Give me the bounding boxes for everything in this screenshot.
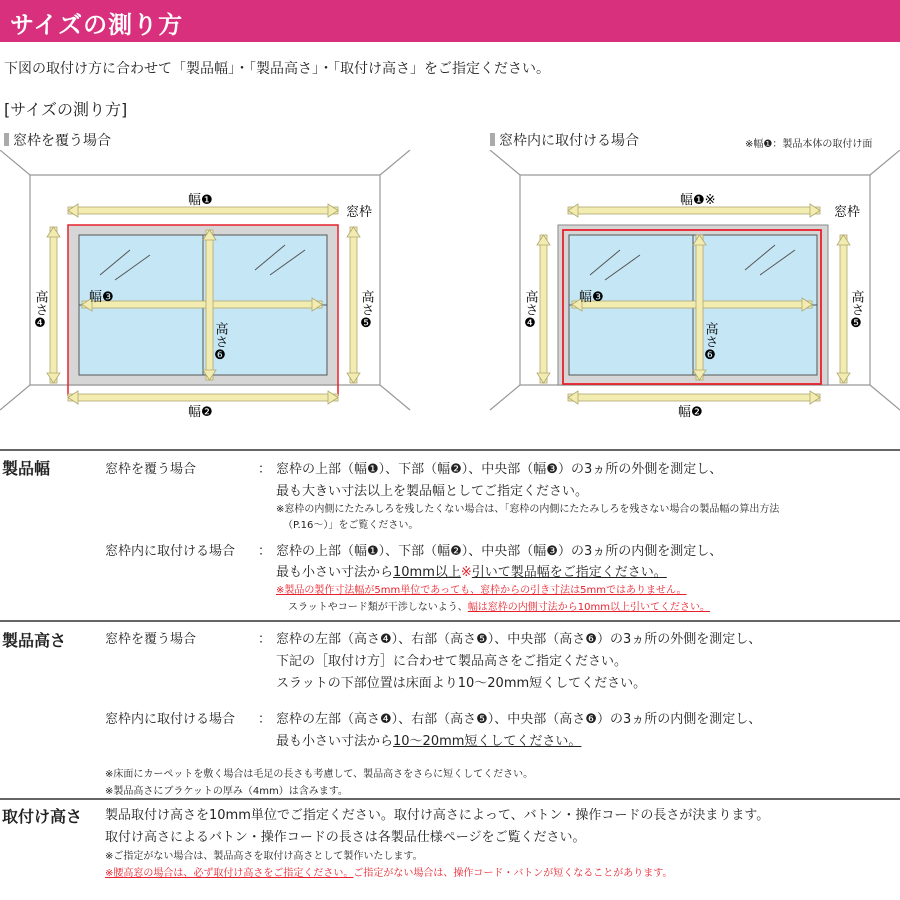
pw-inside-line1: 窓枠の上部（幅❶）、下部（幅❷）、中央部（幅❸）の3ヵ所の内側を測定し、	[276, 544, 723, 559]
page-header	[0, 0, 900, 42]
right-diagram-title: 窓枠内に取付ける場合	[490, 130, 639, 150]
mh-line2: 取付け高さによるバトン・操作コードの長さは各製品仕様ページをご覧ください。	[105, 830, 586, 845]
right-height-right-label: 高さ❺	[848, 290, 864, 331]
mh-line1: 製品取付け高さを10mm単位でご指定ください。取付け高さによって、バトン・操作コードの長さが決まります。	[105, 808, 770, 823]
pw-cover-note1: ※窓枠の内側にたたみしろを残したくない場合は、「窓枠の内側にたたみしろを残さない場合の製品幅の算出方法	[276, 504, 780, 515]
pw-cover-line2: 最も大きい寸法以上を製品幅としてご指定ください。	[276, 484, 589, 499]
right-height-center-label: 高さ❻	[702, 322, 718, 363]
pw-cover-note2: （P.16～）」をご覧ください。	[283, 520, 419, 531]
ph-note2: ※製品高さにブラケットの厚み（4mm）は含みます。	[105, 786, 348, 797]
ph-cover-colon: ：	[258, 632, 272, 647]
intro-text: 下図の取付け方に合わせて「製品幅」・「製品高さ」・「取付け高さ」をご指定ください。	[4, 61, 550, 77]
divider	[0, 798, 900, 800]
left-diagram-title: 窓枠を覆う場合	[4, 130, 111, 150]
left-height-center-label: 高さ❻	[212, 322, 228, 363]
ph-inside-colon: ：	[258, 712, 272, 727]
divider	[0, 620, 900, 622]
left-frame-label: 窓枠	[346, 205, 373, 220]
mh-note2: ※腰高窓の場合は、必ず取付け高さをご指定ください。ご指定がない場合は、操作コード・バトンが短くなることがあります。	[105, 868, 673, 879]
ph-note1: ※床面にカーペットを敷く場合は毛足の長さも考慮して、製品高さをさらに短くしてください。	[105, 769, 534, 780]
left-width-top-label: 幅❶	[188, 193, 213, 208]
ph-inside-line1: 窓枠の左部（高さ❹）、右部（高さ❺）、中央部（高さ❻）の3ヵ所の内側を測定し、	[276, 712, 762, 727]
pw-cover-colon: ：	[258, 462, 272, 477]
pw-inside-line2: 最も小さい寸法から10mm以上※引いて製品幅をご指定ください。	[276, 565, 667, 580]
page-title: サイズの測り方	[10, 11, 184, 39]
right-width-top-label: 幅❶※	[680, 193, 716, 208]
mount-height-label: 取付け高さ	[2, 807, 83, 826]
pw-inside-note1: ※製品の製作寸法幅が5mm単位であっても、窓枠からの引き寸法は5mmではありません。	[276, 585, 687, 596]
left-width-mid-label: 幅❸	[89, 290, 114, 305]
title-bar-icon	[4, 133, 9, 146]
divider	[0, 449, 900, 451]
right-width-mid-label: 幅❸	[579, 290, 604, 305]
ph-inside-case: 窓枠内に取付ける場合	[105, 712, 236, 727]
right-diagram	[490, 150, 900, 420]
right-width-bottom-label: 幅❷	[678, 405, 703, 420]
mh-note1: ※ご指定がない場合は、製品高さを取付け高さとして製作いたします。	[105, 851, 423, 862]
title-bar-icon	[490, 133, 495, 146]
ph-cover-line2: 下記の［取付け方］に合わせて製品高さをご指定ください。	[276, 654, 628, 669]
section-title: [サイズの測り方]	[4, 100, 128, 119]
left-width-bottom-label: 幅❷	[188, 405, 213, 420]
ph-cover-line3: スラットの下部位置は床面より10～20mm短くしてください。	[276, 676, 647, 691]
pw-inside-case: 窓枠内に取付ける場合	[105, 544, 236, 559]
pw-cover-line1: 窓枠の上部（幅❶）、下部（幅❷）、中央部（幅❸）の3ヵ所の外側を測定し、	[276, 462, 723, 477]
pw-cover-case: 窓枠を覆う場合	[105, 462, 197, 477]
pw-inside-note2: スラットやコード類が干渉しないよう、幅は窓枠の内側寸法から10mm以上引いてください。	[288, 602, 711, 613]
right-frame-label: 窓枠	[834, 205, 861, 220]
product-height-label: 製品高さ	[2, 631, 67, 650]
left-diagram	[0, 150, 410, 420]
pw-inside-colon: ：	[258, 544, 272, 559]
ph-cover-line1: 窓枠の左部（高さ❹）、右部（高さ❺）、中央部（高さ❻）の3ヵ所の外側を測定し、	[276, 632, 762, 647]
ph-inside-line2: 最も小さい寸法から10～20mm短くしてください。	[276, 734, 582, 749]
ph-cover-case: 窓枠を覆う場合	[105, 632, 197, 647]
left-height-left-label: 高さ❹	[32, 290, 48, 331]
product-width-label: 製品幅	[2, 459, 51, 478]
right-diagram-note: ※幅❶：製品本体の取付け面	[745, 139, 873, 150]
left-height-right-label: 高さ❺	[358, 290, 374, 331]
right-height-left-label: 高さ❹	[522, 290, 538, 331]
window-diagrams	[0, 150, 900, 425]
